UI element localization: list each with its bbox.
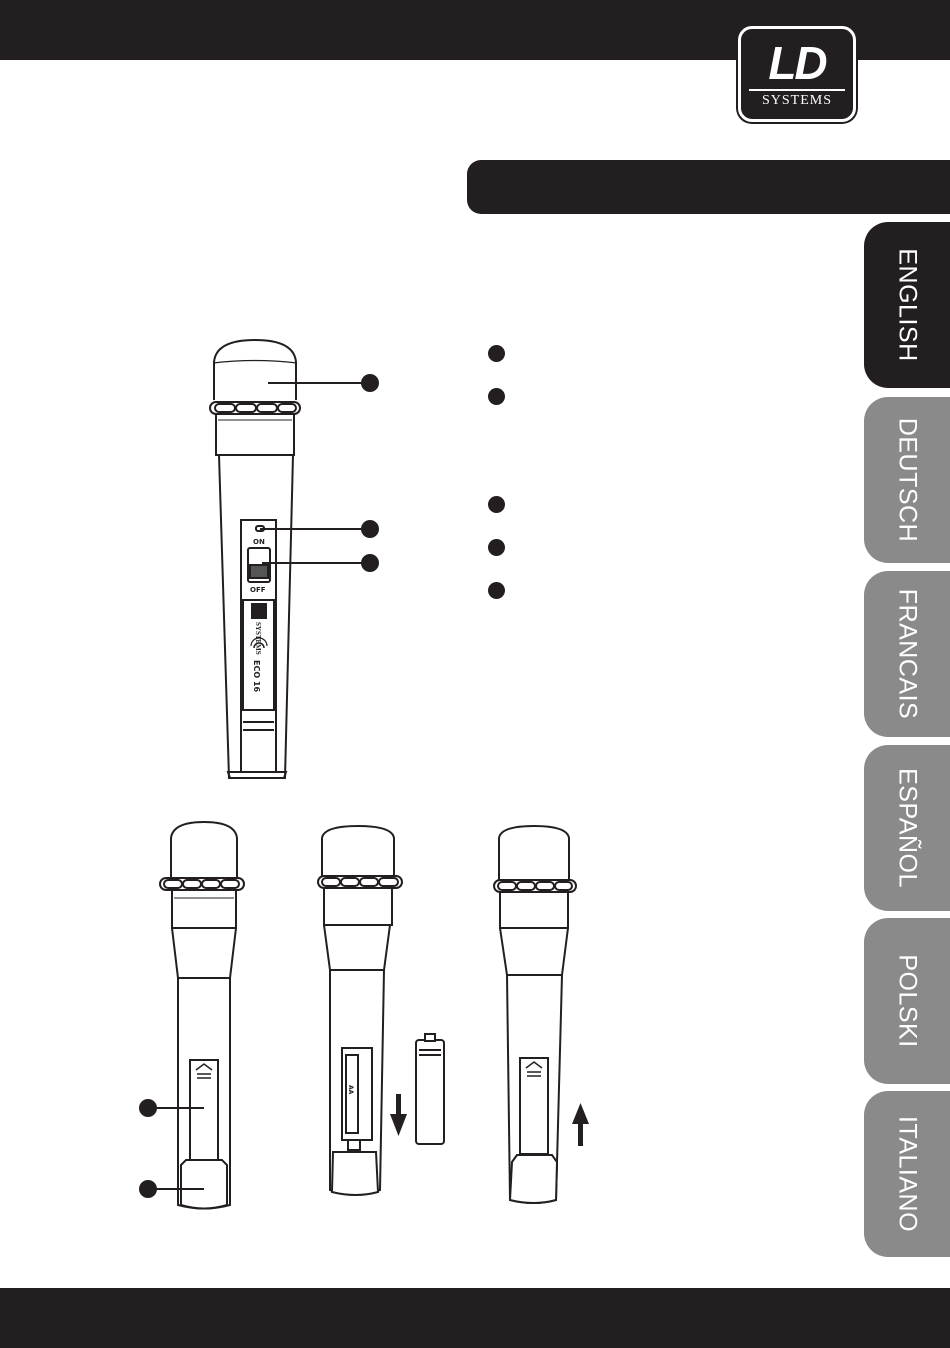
tab-english-label: ENGLISH [893, 248, 922, 362]
switch-off-label: OFF [250, 586, 266, 594]
tab-deutsch-label: DEUTSCH [893, 417, 922, 543]
mic-model-label: ECO 16 [252, 660, 261, 693]
bottom-microphone-open [318, 826, 402, 1195]
tab-francais-label: FRANCAIS [893, 588, 922, 720]
bottom-bar [0, 1288, 950, 1348]
logo-sub: SYSTEMS [749, 89, 845, 111]
battery-in-slot-label: AA [347, 1085, 354, 1095]
main-microphone [210, 340, 300, 778]
bottom-microphone-closed [160, 822, 244, 1209]
arrow-down-icon [390, 1094, 407, 1136]
bottom-microphone-closing [494, 826, 576, 1203]
logo-brand: LD [768, 37, 826, 89]
tab-italiano-label: ITALIANO [893, 1115, 922, 1233]
mic-brand-sub-label: SYSTEMS [254, 622, 262, 655]
tab-espanol-label: ESPAÑOL [893, 768, 922, 888]
arrow-up-icon [572, 1103, 589, 1146]
switch-on-label: ON [253, 538, 265, 546]
tab-polski-label: POLSKI [893, 954, 922, 1048]
battery [416, 1034, 444, 1144]
